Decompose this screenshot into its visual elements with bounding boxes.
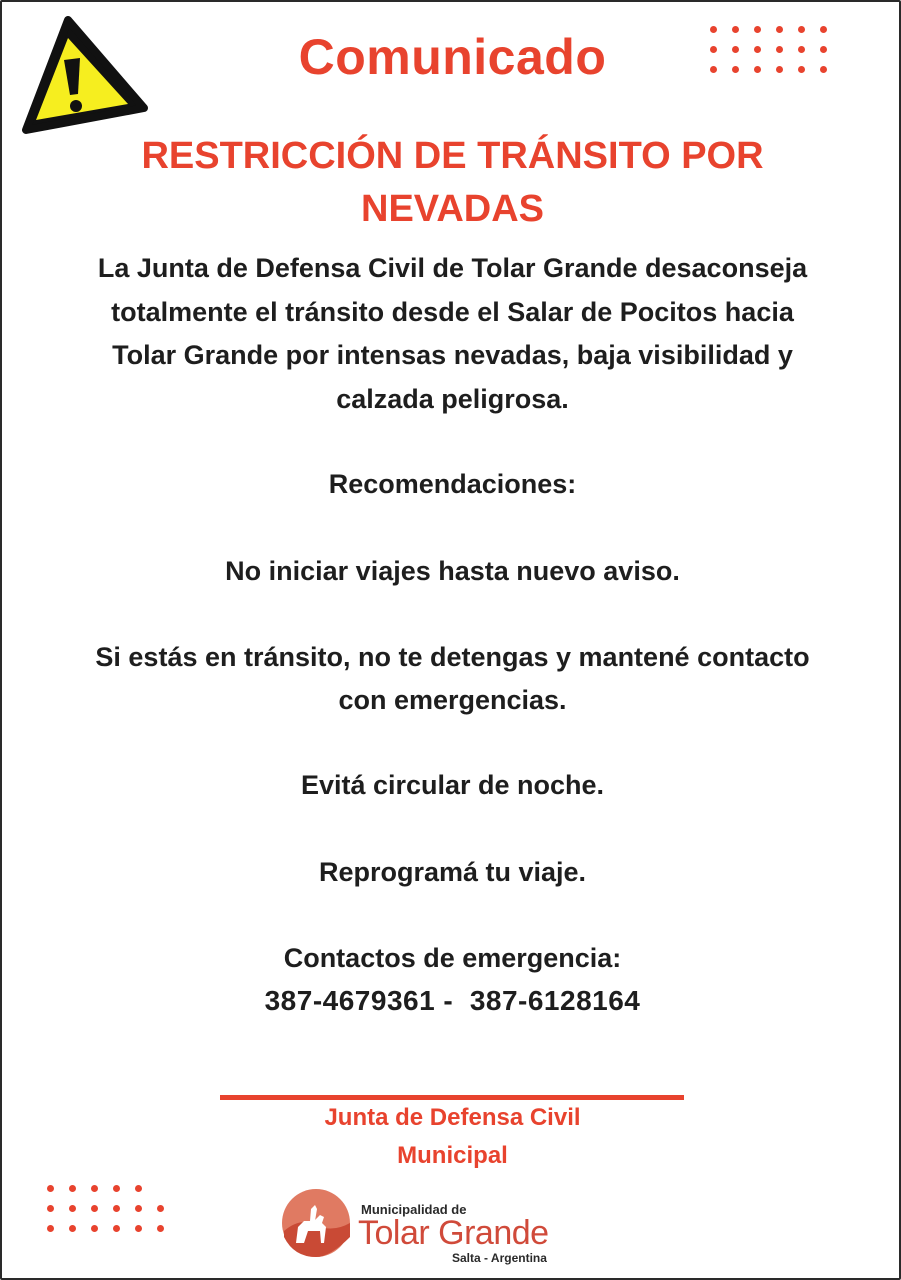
recommendation-keep-contact-line-2: con emergencias.	[338, 685, 567, 715]
intro-line-4: calzada peligrosa.	[336, 383, 569, 414]
logo-caption-bottom: Salta - Argentina	[452, 1251, 547, 1265]
headline-line-2: NEVADAS	[361, 188, 544, 230]
logo-wordmark: Tolar Grande	[358, 1214, 549, 1252]
headline-line-1: RESTRICCIÓN DE TRÁNSITO POR	[141, 135, 764, 177]
org-line-1: Junta de Defensa Civil	[324, 1104, 581, 1131]
notice-headline	[62, 130, 843, 236]
recommendation-keep-contact-line-1: Si estás en tránsito, no te detengas y mantené contacto	[95, 642, 810, 672]
intro-line-3: Tolar Grande por intensas nevadas, baja visibilidad y	[112, 340, 793, 370]
intro-paragraph	[22, 247, 883, 421]
horse-rider-emblem-icon	[280, 1187, 352, 1259]
logo-caption-top: Municipalidad de	[361, 1202, 467, 1217]
municipality-logo	[280, 1185, 570, 1270]
intro-line-2: totalmente el tránsito desde el Salar de Pocitos hacia	[111, 296, 794, 327]
recommendations-heading: Recomendaciones:	[328, 469, 577, 499]
recommendation-no-travel: No iniciar viajes hasta nuevo aviso.	[225, 556, 680, 586]
intro-line-1: La Junta de Defensa Civil de Tolar Grande desaconseja	[97, 253, 808, 283]
org-line-2: Municipal	[397, 1142, 508, 1169]
recommendation-reschedule: Reprogramá tu viaje.	[318, 857, 587, 887]
recommendation-no-night: Evitá circular de noche.	[300, 770, 605, 800]
page-title: Comunicado	[298, 29, 607, 85]
emergency-phones: 387-4679361 - 387-6128164	[264, 985, 641, 1016]
contacts-heading: Contactos de emergencia:	[283, 943, 622, 973]
organization-name	[2, 1099, 901, 1175]
decorative-dots-bottom	[47, 1185, 164, 1245]
